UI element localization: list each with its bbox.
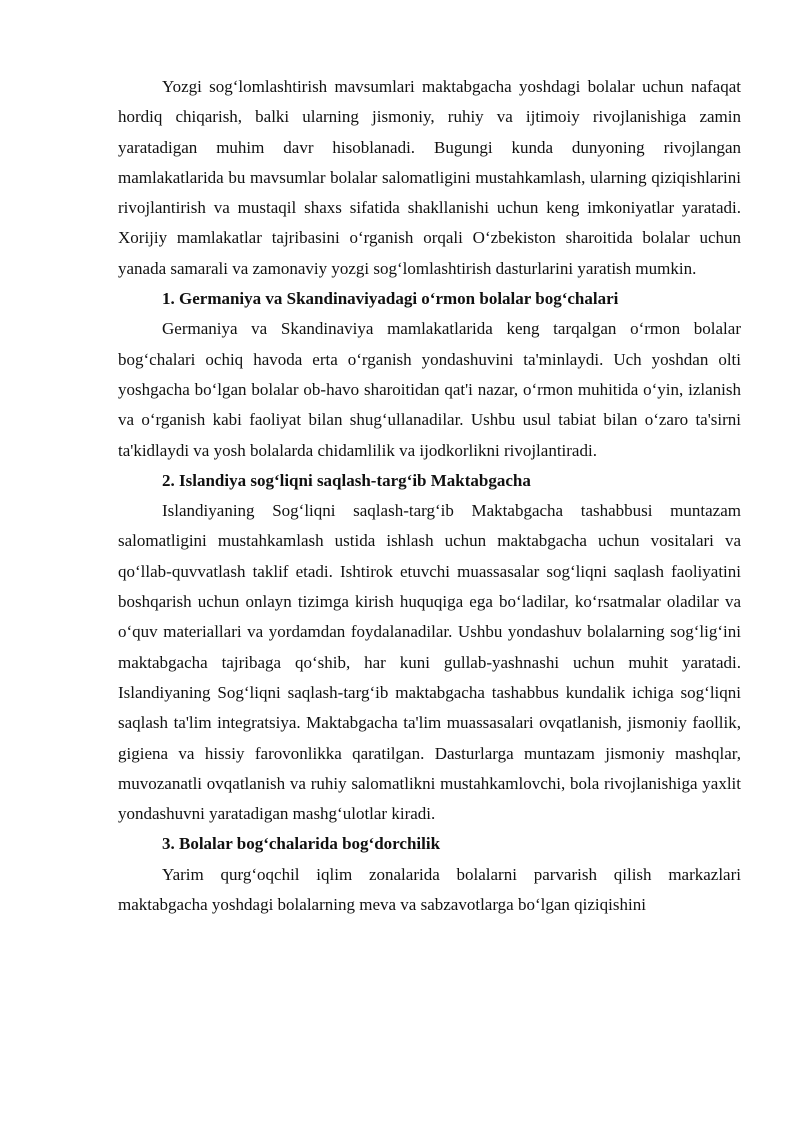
section-paragraph-gardening: Yarim qurg‘oqchil iqlim zonalarida bolalarni parvarish qilish markazlari maktabgacha yoshdagi bolalarning meva va sabzavotlarga bo‘lgan qiziqishini bbox=[118, 864, 741, 915]
section-paragraph-iceland: Islandiyaning Sog‘liqni saqlash-targ‘ib Maktabgacha tashabbusi muntazam salomatligini mustahkamlash ustida ishlash uchun maktabgacha uchun vositalari va qo‘llab-quvvatlash taklif etadi. Ishtirok etuvchi muassasalar sog‘liqni saqlash faoliyatini boshqarish uchun onlayn tizimga kirish huquqiga ega bo‘ladilar, ko‘rsatmalar oladilar va o‘quv materiallari va yordamdan foydalanadilar. Ushbu yondashuv bolalarning sog‘lig‘ini maktabgacha tajribaga qo‘shib, har kuni gullab-yashnashi uchun muhit yaratadi. Islandiyaning Sog‘liqni saqlash-targ‘ib maktabgacha tashabbus kundalik ichiga sog‘liqni saqlash ta'lim integratsiya. Maktabgacha ta'lim muassasalari ovqatlanish, jismoniy faollik, gigiena va hissiy farovonlikka qaratilgan. Dasturlarga muntazam jismoniy mashqlar, muvozanatli ovqatlanish va ruhiy salomatlikni mustahkamlovchi, bola rivojlanishiga yaxlit yondashuvni yaratadigan mashg‘ulotlar kiradi. bbox=[118, 501, 741, 824]
intro-paragraph: Yozgi sog‘lomlashtirish mavsumlari maktabgacha yoshdagi bolalar uchun nafaqat hordiq chiqarish, balki ularning jismoniy, ruhiy va ijtimoiy rivojlanishiga zamin yaratadigan muhim davr hisoblanadi. Bugungi kunda dunyoning rivojlangan mamlakatlarida bu mavsumlar bolalar salomatligini mustahkamlash, ularning qiziqishlarini rivojlantirish va mustaqil shaxs sifatida shakllanishi uchun keng imkoniyatlar yaratadi. Xorijiy mamlakatlar tajribasini o‘rganish orqali O‘zbekiston sharoitida bolalar uchun yanada samarali va zamonaviy yozgi sog‘lomlashtirish dasturlarini yaratish mumkin. bbox=[118, 77, 741, 278]
section-heading-iceland: 2. Islandiya sog‘liqni saqlash-targ‘ib Maktabgacha bbox=[162, 470, 531, 490]
section-paragraph-germany: Germaniya va Skandinaviya mamlakatlarida keng tarqalgan o‘rmon bolalar bog‘chalari ochiq havoda erta o‘rganish yondashuvini ta'minlaydi. Uch yoshdan olti yoshgacha bo‘lgan bolalar ob-havo sharoitidan qat'i nazar, o‘rmon muhitida o‘yin, izlanish va o‘rganish kabi faoliyat bilan shug‘ullanadilar. Ushbu usul tabiat bilan o‘zaro ta'sirni ta'kidlaydi va yosh bolalarda chidamlilik va ijodkorlikni rivojlantiradi. bbox=[118, 319, 741, 460]
section-heading-gardening: 3. Bolalar bog‘chalarida bog‘dorchilik bbox=[162, 834, 441, 854]
document-page bbox=[118, 72, 741, 920]
section-heading-germany: 1. Germaniya va Skandinaviyadagi o‘rmon bolalar bog‘chalari bbox=[162, 289, 619, 309]
